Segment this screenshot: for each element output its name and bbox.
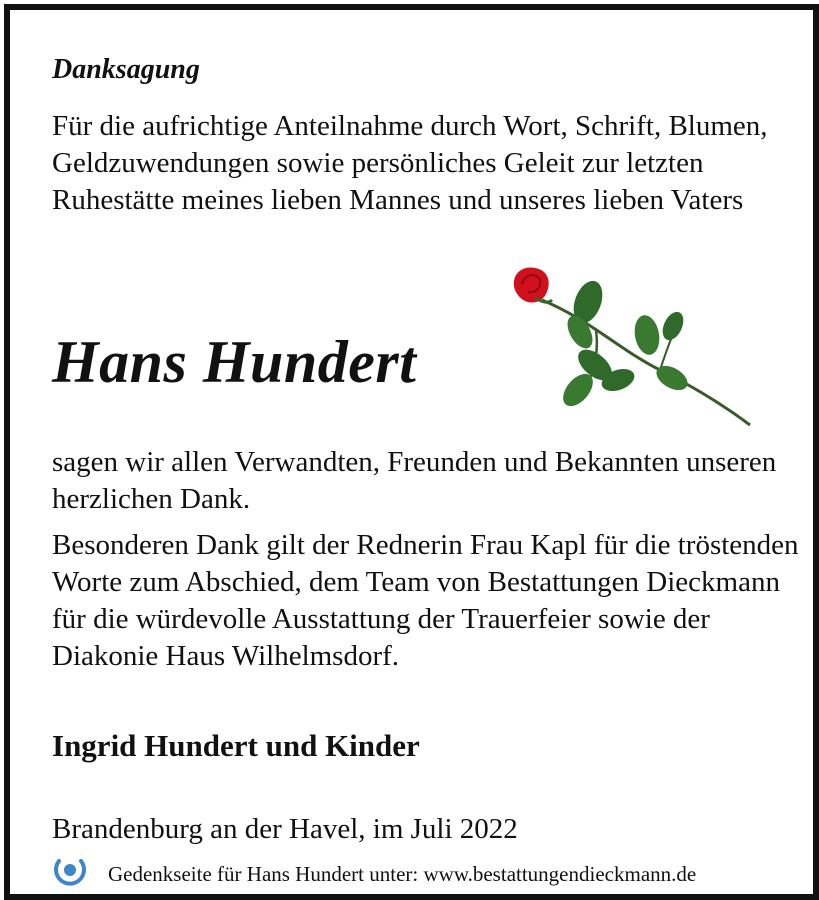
memorial-page-note: Gedenkseite für Hans Hundert unter: www.bestattungendieckmann.de — [108, 862, 697, 886]
place-date: Brandenburg an der Havel, im Juli 2022 — [52, 813, 518, 845]
intro-text: Für die aufrichtige Anteilnahme durch Wort, Schrift, Blumen, Geldzuwendungen sowie persönliches Geleit zur letzten Ruhestätte meines lieben Mannes und unseres lieben Vaters — [52, 110, 768, 216]
memorial-logo-icon — [52, 853, 88, 889]
signature: Ingrid Hundert und Kinder — [52, 728, 420, 763]
deceased-name: Hans Hundert — [52, 329, 417, 395]
special-thanks-text: Besonderen Dank gilt der Rednerin Frau Kapl für die tröstenden Worte zum Abschied, dem Team von Bestattungen Dieckmann für die würdevolle Ausstattung der Trauerfeier sowie der Diakonie Haus Wilhelmsdorf. — [52, 529, 799, 672]
notice-frame — [4, 4, 819, 900]
general-thanks-text: sagen wir allen Verwandten, Freunden und Bekannten unseren herzlichen Dank. — [52, 446, 777, 515]
red-rose-icon — [500, 260, 760, 430]
notice-heading: Danksagung — [52, 54, 200, 85]
